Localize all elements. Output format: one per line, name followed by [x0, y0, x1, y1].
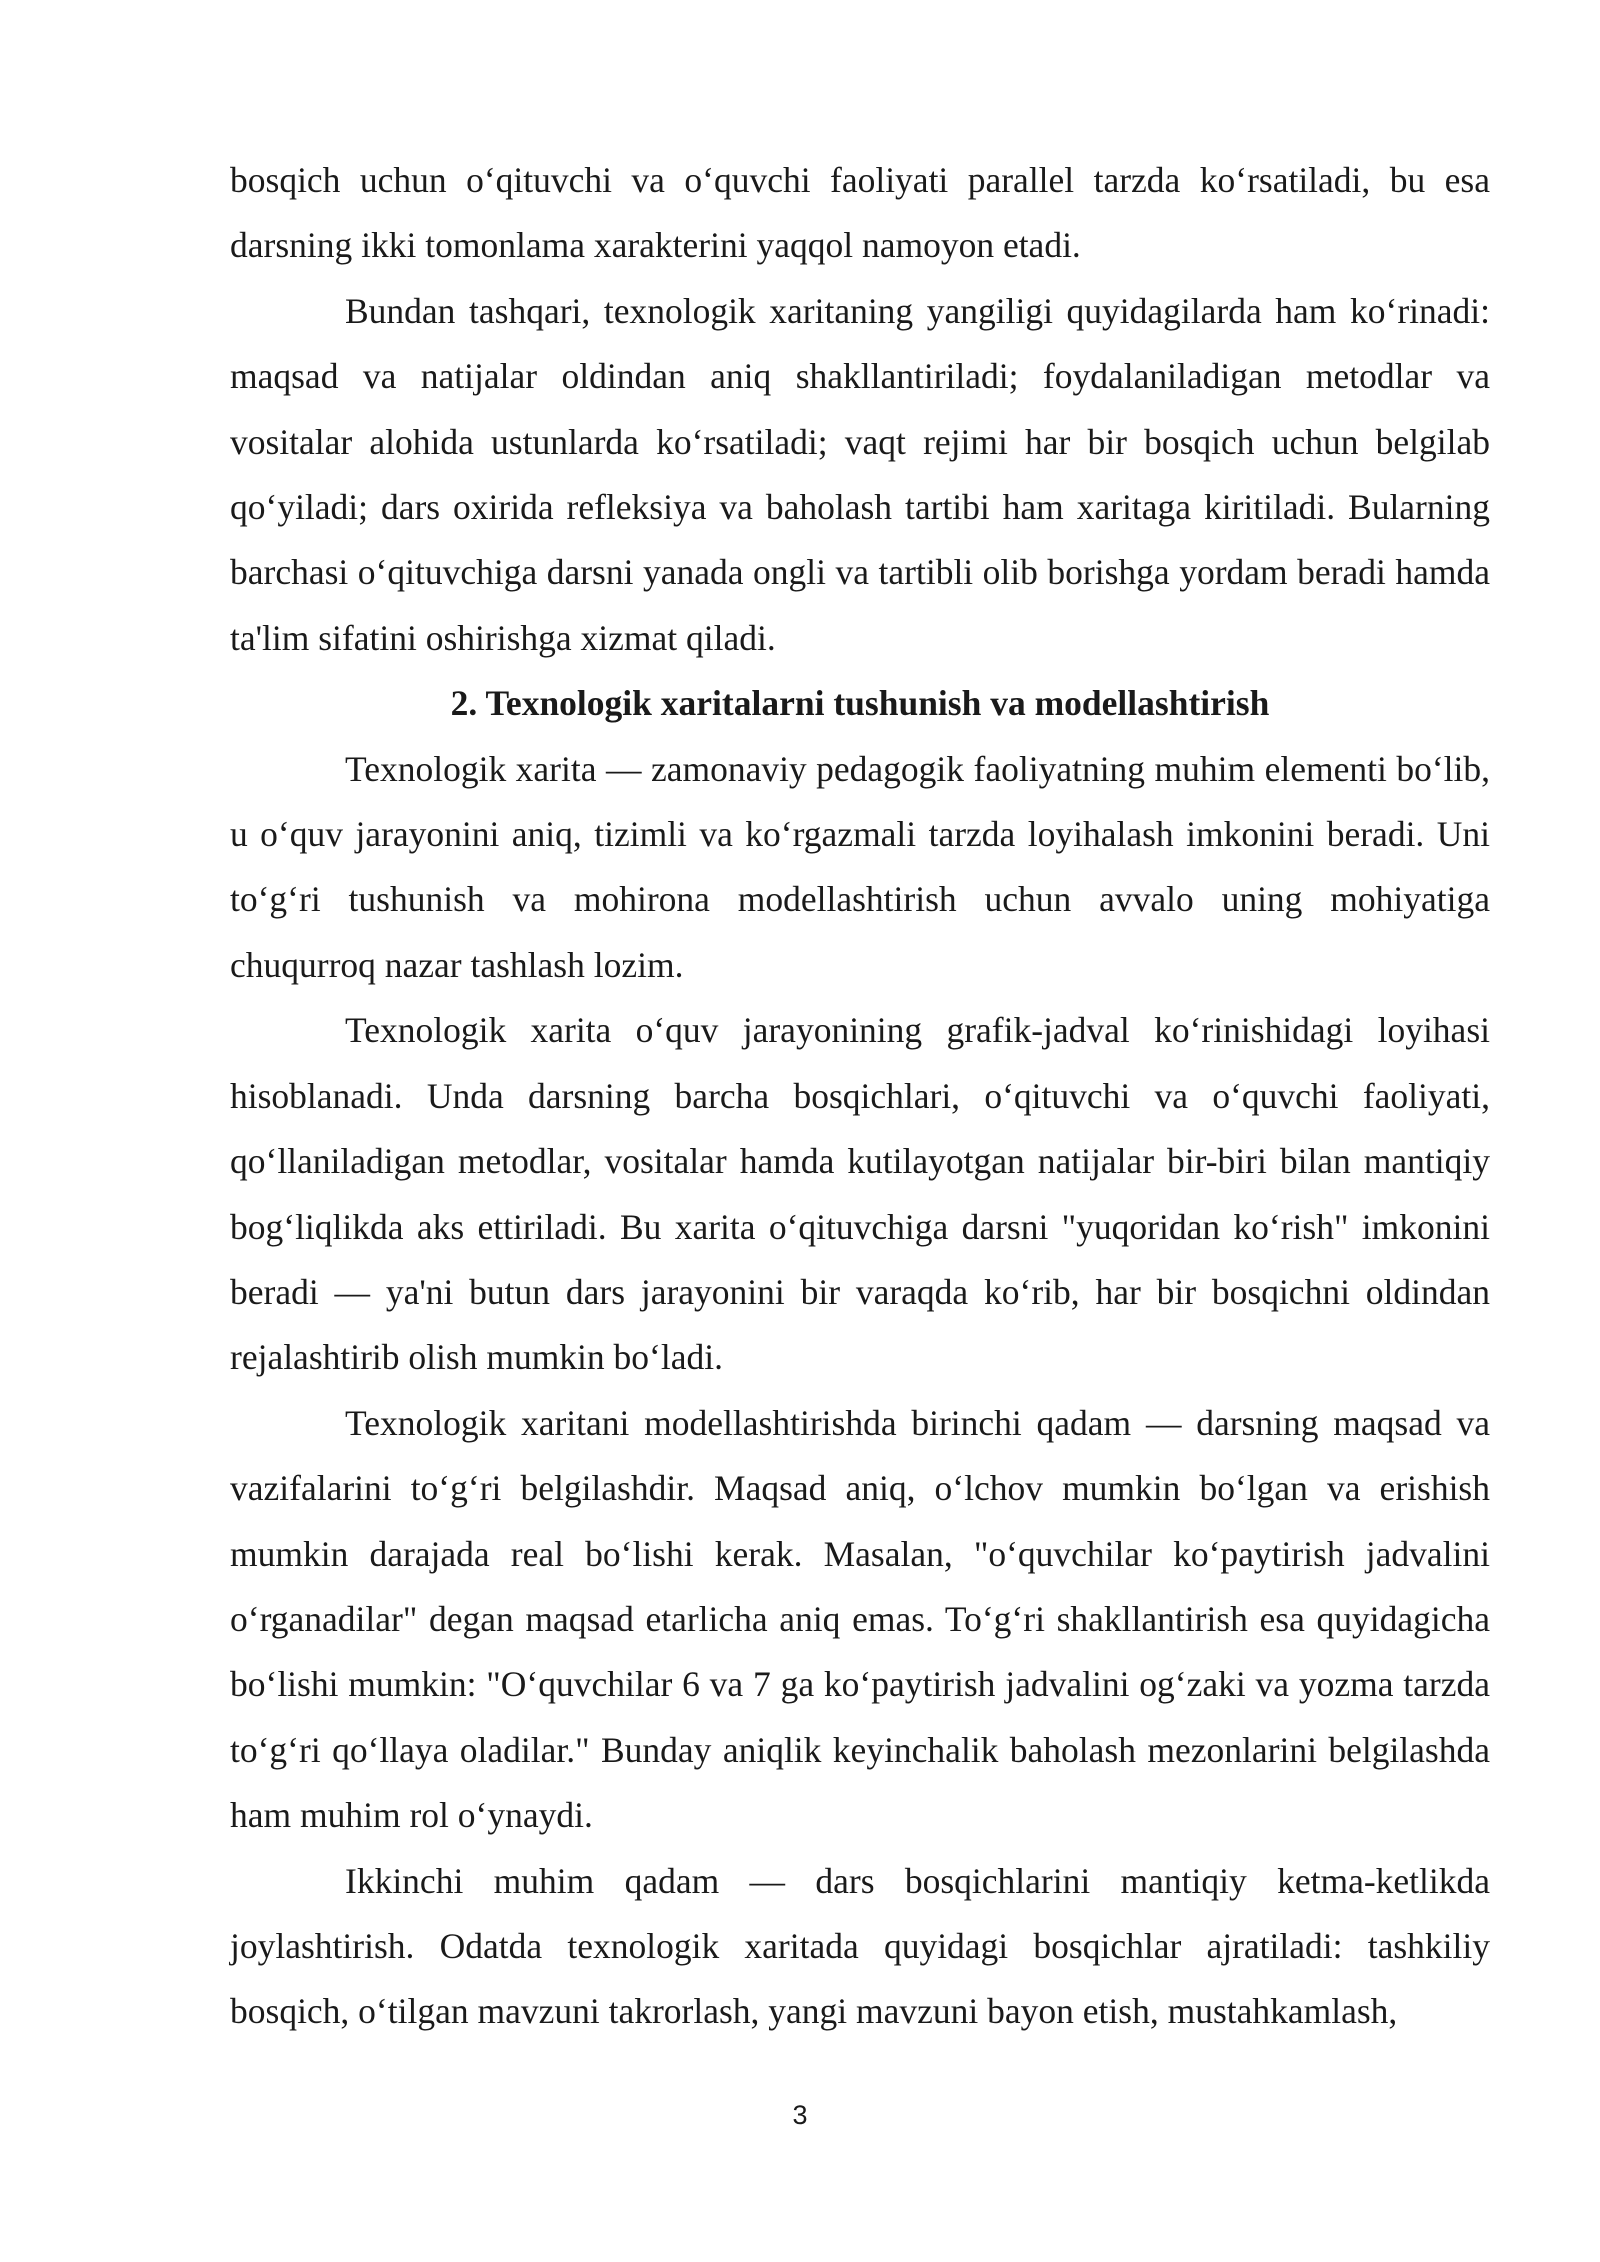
- document-page: [230, 148, 1490, 2045]
- page-number: 3: [792, 2100, 808, 2130]
- paragraph-first-step: Texnologik xaritani modellashtirishda birinchi qadam — darsning maqsad va vazifalarini to‘g‘ri belgilashdir. Maqsad aniq, o‘lchov mumkin bo‘lgan va erishish mumkin darajada real bo‘lishi kerak. Masalan, "o‘quvchilar ko‘paytirish jadvalini o‘rganadilar" degan maqsad etarlicha aniq emas. To‘g‘ri shakllantirish esa quyidagicha bo‘lishi mumkin: "O‘quvchilar 6 va 7 ga ko‘paytirish jadvalini og‘zaki va yozma tarzda to‘g‘ri qo‘llaya oladilar." Bunday aniqlik keyinchalik baholash mezonlarini belgilashda ham muhim rol o‘ynaydi.: [230, 1402, 1490, 1836]
- section-heading: 2. Texnologik xaritalarni tushunish va modellashtirish: [450, 683, 1270, 724]
- paragraph-second-step: Ikkinchi muhim qadam — dars bosqichlarini mantiqiy ketma-ketlikda joylashtirish. Odatda texnologik xaritada quyidagi bosqichlar ajratiladi: tashkiliy bosqich, o‘tilgan mavzuni takrorlash, yangi mavzuni bayon etish, mustahkamlash,: [230, 1860, 1490, 2032]
- paragraph-definition: Texnologik xarita — zamonaviy pedagogik faoliyatning muhim elementi bo‘lib, u o‘quv jarayonini aniq, tizimli va ko‘rgazmali tarzda loyihalash imkonini beradi. Uni to‘g‘ri tushunish va mohirona modellashtirish uchun avvalo uning mohiyatiga chuqurroq nazar tashlash lozim.: [230, 748, 1490, 985]
- paragraph-novelty: Bundan tashqari, texnologik xaritaning yangiligi quyidagilarda ham ko‘rinadi: maqsad va natijalar oldindan aniq shakllantiriladi; foydalaniladigan metodlar va vositalar alohida ustunlarda ko‘rsatiladi; vaqt rejimi har bir bosqich uchun belgilab qo‘yiladi; dars oxirida refleksiya va baholash tartibi ham xaritaga kiritiladi. Bularning barchasi o‘qituvchiga darsni yanada ongli va tartibli olib borishga yordam beradi hamda ta'lim sifatini oshirishga xizmat qiladi.: [230, 290, 1490, 658]
- paragraph-continuation: bosqich uchun o‘qituvchi va o‘quvchi faoliyati parallel tarzda ko‘rsatiladi, bu esa darsning ikki tomonlama xarakterini yaqqol namoyon etadi.: [230, 160, 1490, 266]
- paragraph-graphic-project: Texnologik xarita o‘quv jarayonining grafik-jadval ko‘rinishidagi loyihasi hisoblanadi. Unda darsning barcha bosqichlari, o‘qituvchi va o‘quvchi faoliyati, qo‘llaniladigan metodlar, vositalar hamda kutilayotgan natijalar bir-biri bilan mantiqiy bog‘liqlikda aks ettiriladi. Bu xarita o‘qituvchiga darsni "yuqoridan ko‘rish" imkonini beradi — ya'ni butun dars jarayonini bir varaqda ko‘rib, har bir bosqichni oldindan rejalashtirib olish mumkin bo‘ladi.: [230, 1010, 1490, 1378]
